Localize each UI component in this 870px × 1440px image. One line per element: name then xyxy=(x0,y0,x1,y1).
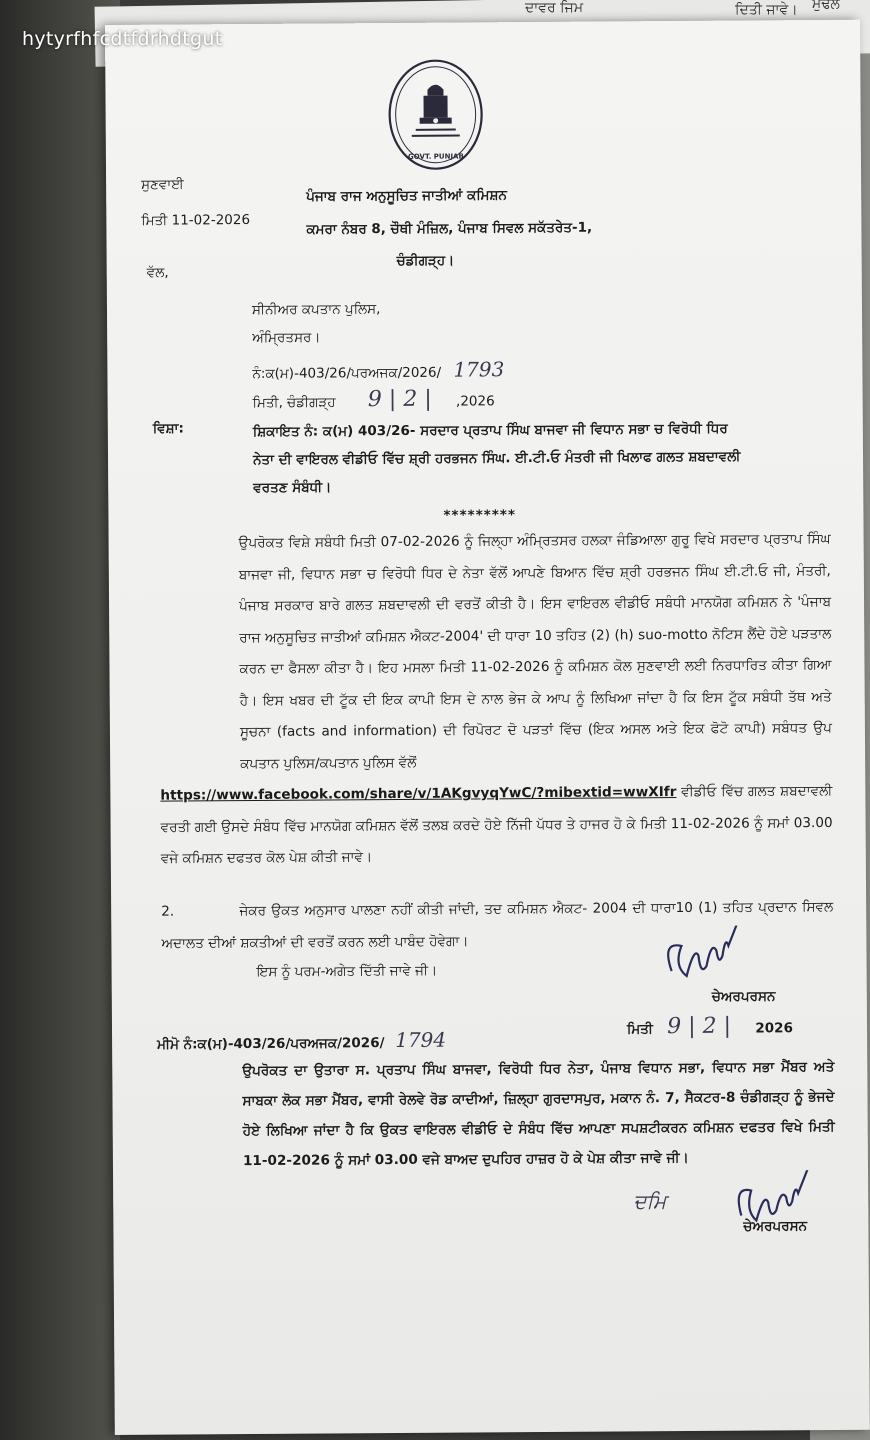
subject-line: ਵਰਤਣ ਸੰਬੰਧੀ। xyxy=(253,479,332,496)
date-label: ਮਿਤੀ, ਚੰਡੀਗੜ੍ਹ xyxy=(252,394,336,411)
background-left xyxy=(0,0,120,1440)
body-paragraph-1 xyxy=(159,524,833,875)
reference-number-label: ਨੰ:ਕ(ਮ)-403/26/ਪਰਅਜਕ/2026/ xyxy=(252,364,442,382)
reference-number-handwritten: 1793 xyxy=(453,357,505,382)
paragraph-text: ਉਪਰੋਕਤ ਦਾ ਉਤਾਰਾ ਸ. ਪ੍ਰਤਾਪ ਸਿੰਘ ਬਾਜਵਾ, ਵਿਰੋਧੀ ਧਿਰ ਨੇਤਾ, ਪੰਜਾਬ ਵਿਧਾਨ ਸਭਾ, ਵਿਧਾਨ ਸਭਾ ਮੈਂਬਰ ਅਤੇ ਸਾਬਕਾ ਲੋਕ ਸਭਾ ਮੈਂਬਰ, ਵਾਸੀ ਰੇਲਵੇ ਰੋਡ ਕਾਦੀਆਂ, ਜ਼ਿਲ੍ਹਾ ਗੁਰਦਾਸਪੁਰ, ਮਕਾਨ ਨੰ. 7, ਸੈਕਟਰ-8 ਚੰਡੀਗੜ੍ਹ ਨੂੰ ਭੇਜਦੇ ਹੋਏ ਲਿਖਿਆ ਜਾਂਦਾ ਹੈ ਕਿ ਉਕਤ ਵਾਇਰਲ ਵੀਡੀਓ ਦੇ ਸੰਬੰਧ ਵਿੱਚ ਆਪਣਾ ਸਪਸ਼ਟੀਕਰਨ ਕਮਿਸ਼ਨ ਦਫਤਰ ਵਿਖੇ ਮਿਤੀ 11-02-2026 ਨੂੰ ਸਮਾਂ 03.00 ਵਜੇ ਬਾਅਦ ਦੁਪਹਿਰ ਹਾਜ਼ਰ ਹੋ ਕੇ ਪੇਸ਼ ਕੀਤਾ ਜਾਵੇ ਜੀ। xyxy=(242,1058,835,1170)
addressee-to: ਵੱਲ, xyxy=(146,264,169,281)
office-city: ਚੰਡੀਗੜ੍ਹ। xyxy=(396,252,455,269)
video-link[interactable]: https://www.facebook.com/share/v/1AKgvyqYwC/?mibextid=wwXIfr xyxy=(160,784,677,804)
date-handwritten: 9 | 2 | xyxy=(667,1013,732,1040)
endorsement-date xyxy=(627,1013,793,1039)
letter-page xyxy=(105,20,870,1435)
signer-title: ਚੇਅਰਪਰਸਨ xyxy=(711,988,776,1005)
letter-date xyxy=(253,386,495,413)
initials-handwritten: ਦਮਿ xyxy=(633,1189,667,1214)
separator: ********* xyxy=(443,507,517,524)
date-year: ,2026 xyxy=(455,393,495,410)
endorsement-reference xyxy=(157,1028,446,1054)
emblem-seal-icon xyxy=(385,57,486,173)
paragraph-text: ਉਪਰੋਕਤ ਵਿਸ਼ੇ ਸਬੰਧੀ ਮਿਤੀ 07-02-2026 ਨੂੰ ਜਿਲ੍ਹਾ ਅੰਮ੍ਰਿਤਸਰ ਹਲਕਾ ਜੰਡਿਆਲਾ ਗੁਰੂ ਵਿਖੇ ਸਰਦਾਰ ਪ੍ਰਤਾਪ ਸਿੰਘ ਬਾਜਵਾ ਜੀ, ਵਿਧਾਨ ਸਭਾ ਚ ਵਿਰੋਧੀ ਧਿਰ ਦੇ ਨੇਤਾ ਵੱਲੋਂ ਆਪਣੇ ਬਿਆਨ ਵਿੱਚ ਸ਼੍ਰੀ ਹਰਭਜਨ ਸਿੰਘ ਈ.ਟੀ.ਓ ਜੀ, ਮੰਤਰੀ, ਪੰਜਾਬ ਸਰਕਾਰ ਬਾਰੇ ਗਲਤ ਸ਼ਬਦਾਵਲੀ ਦੀ ਵਰਤੋਂ ਕੀਤੀ ਹੈ। ਇਸ ਵਾਇਰਲ ਵੀਡੀਓ ਸਬੰਧੀ ਮਾਨਯੋਗ ਕਮਿਸ਼ਨ ਨੇ 'ਪੰਜਾਬ ਰਾਜ ਅਨੁਸੂਚਿਤ ਜਾਤੀਆਂ ਕਮਿਸ਼ਨ ਐਕਟ-2004' ਦੀ ਧਾਰਾ 10 ਤਹਿਤ (2) (h) suo-motto ਨੋਟਿਸ ਲੈਂਦੇ ਹੋਏ ਪੜਤਾਲ ਕਰਨ ਦਾ ਫੈਸਲਾ ਕੀਤਾ ਹੈ। ਇਹ ਮਸਲਾ ਮਿਤੀ 11-02-2026 ਨੂੰ ਕਮਿਸ਼ਨ ਕੋਲ ਸੁਣਵਾਈ ਲਈ ਨਿਰਧਾਰਿਤ ਕੀਤਾ ਗਿਆ ਹੈ। ਇਸ ਖਬਰ ਦੀ ਟੂੱਕ ਦੀ ਇਕ ਕਾਪੀ ਇਸ ਦੇ ਨਾਲ ਭੇਜ ਕੇ ਆਪ ਨੂੰ ਲਿਖਿਆ ਜਾਂਦਾ ਹੈ ਕਿ ਇਸ ਟੂੱਕ ਸਬੰਧੀ ਤੱਥ ਅਤੇ ਸੂਚਨਾ (facts and information) ਦੀ ਰਿਪੋਰਟ ਦੋ ਪੜਤਾਂ ਵਿੱਚ (ਇਕ ਅਸਲ ਅਤੇ ਇਕ ਫੋਟੋ ਕਾਪੀ) ਸਬੰਧਤ ਉਪ ਕਪਤਾਨ ਪੁਲਿਸ/ਕਪਤਾਨ ਪੁਲਿਸ ਵੱਲੋਂ xyxy=(238,530,832,772)
top-fragment: ਦਾਵਰ ਜਿਮ xyxy=(525,0,584,16)
seal-caption: GOVT. PUNJAB xyxy=(408,152,464,161)
paragraph-text: ਵੀਡੀਓ ਵਿੱਚ ਗਲਤ ਸ਼ਬਦਾਵਲੀ ਵਰਤੀ ਗਈ ਉਸਦੇ ਸੰਬੰਧ ਵਿੱਚ ਮਾਨਯੋਗ ਕਮਿਸ਼ਨ ਵੱਲੋਂ ਤਲਬ ਕਰਦੇ ਹੋਏ ਨਿੱਜੀ ਪੱਧਰ ਤੇ ਹਾਜਰ ਹੋ ਕੇ ਮਿਤੀ 11-02-2026 ਨੂੰ ਸਮਾਂ 03.00 ਵਜੇ ਕਮਿਸ਼ਨ ਦਫਤਰ ਕੋਲ ਪੇਸ਼ ਕੀਤੀ ਜਾਵੇ। xyxy=(160,782,833,867)
subject-line: ਸ਼ਿਕਾਇਤ ਨੰ: ਕ(ਮ) 403/26- ਸਰਦਾਰ ਪ੍ਰਤਾਪ ਸਿੰਘ ਬਾਜਵਾ ਜੀ ਵਿਧਾਨ ਸਭਾ ਚ ਵਿਰੋਧੀ ਧਿਰ xyxy=(252,420,728,440)
signer-title: ਚੇਅਰਪਰਸਨ xyxy=(743,1218,808,1235)
top-fragment: ਮੁਢਲ xyxy=(812,0,840,12)
memo-number-handwritten: 1794 xyxy=(395,1027,447,1052)
top-fragment: ਦਿਤੀ ਜਾਵੇ। xyxy=(735,2,798,18)
endorsement-paragraph xyxy=(162,1052,835,1177)
paragraph-continuation xyxy=(160,776,833,875)
memo-number-label: ਮੀਮੋ ਨੰ:ਕ(ਮ)-403/26/ਪਰਅਜਕ/2026/ xyxy=(157,1035,385,1053)
paragraph-text: ਜੇਕਰ ਉਕਤ ਅਨੁਸਾਰ ਪਾਲਣਾ ਨਹੀਂ ਕੀਤੀ ਜਾਂਦੀ, ਤਦ ਕਮਿਸ਼ਨ ਐਕਟ- 2004 ਦੀ ਧਾਰਾ10 (1) ਤਹਿਤ ਪ੍ਰਦਾਨ ਸਿਵਲ ਅਦਾਲਤ ਦੀਆਂ ਸ਼ਕਤੀਆਂ ਦੀ ਵਰਤੋਂ ਕਰਨ ਲਈ ਪਾਬੰਦ ਹੋਵੇਗਾ। xyxy=(161,898,834,952)
letter-reference xyxy=(252,357,504,383)
addressee-line1: ਸੀਨੀਅਰ ਕਪਤਾਨ ਪੁਲਿਸ, xyxy=(251,301,381,318)
office-address: ਕਮਰਾ ਨੰਬਰ 8, ਚੌਥੀ ਮੰਜ਼ਿਲ, ਪੰਜਾਬ ਸਿਵਲ ਸਕੱਤਰੇਤ-1, xyxy=(306,219,593,238)
hearing-date: ਮਿਤੀ 11-02-2026 xyxy=(141,211,251,229)
hearing-label: ਸੁਣਵਾਈ xyxy=(141,176,184,193)
subject-label: ਵਿਸ਼ਾ: xyxy=(152,420,184,437)
uploader-username: hytyrfhfcdtfdrhdtgut xyxy=(22,28,223,50)
subject-line: ਨੇਤਾ ਦੀ ਵਾਇਰਲ ਵੀਡੀਓ ਵਿੱਚ ਸ਼੍ਰੀ ਹਰਭਜਨ ਸਿੰਘ. ਈ.ਟੀ.ਓ ਮੰਤਰੀ ਜੀ ਖਿਲਾਫ ਗਲਤ ਸ਼ਬਦਾਵਲੀ xyxy=(252,448,741,468)
paragraph-number: 2. xyxy=(161,903,175,920)
date-label: ਮਿਤੀ xyxy=(626,1021,654,1038)
signature-icon xyxy=(651,925,771,996)
addressee-line2: ਅੰਮ੍ਰਿਤਸਰ। xyxy=(252,329,321,346)
office-name: ਪੰਜਾਬ ਰਾਜ ਅਨੁਸੂਚਿਤ ਜਾਤੀਆਂ ਕਮਿਸ਼ਨ xyxy=(306,187,508,205)
priority-note: ਇਸ ਨੂੰ ਪਰਮ-ਅਗੇਤ ਦਿੱਤੀ ਜਾਵੇ ਜੀ। xyxy=(256,962,438,980)
date-year: 2026 xyxy=(755,1020,793,1037)
date-handwritten: 9 | 2 | xyxy=(367,386,432,413)
